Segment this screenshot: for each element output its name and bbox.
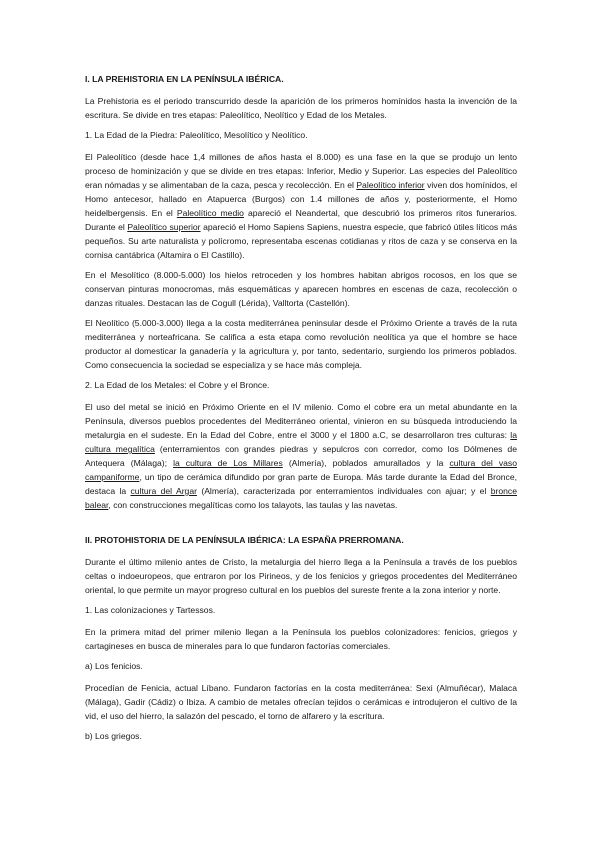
- paragraph-paleolitico: [85, 150, 517, 262]
- text-run: (enterramientos con grandes piedras y sepulcros con corredor, como los Dólmenes de Antequera (Málaga);: [85, 444, 517, 468]
- subheading-colonizaciones: 1. Las colonizaciones y Tartessos.: [85, 605, 216, 615]
- term-paleolitico-superior: Paleolítico superior: [127, 222, 201, 232]
- term-cultura-argar: cultura del Argar: [130, 486, 197, 496]
- term-cultura-millares: la cultura de Los Millares: [173, 458, 283, 468]
- text-run: (Almería), poblados amurallados y la: [282, 458, 450, 468]
- term-bronce-balear: bronce balear: [85, 486, 517, 510]
- text-run: apareció el Neandertal, que descubrió los primeros ritos funerarios. Durante el: [85, 208, 518, 232]
- paragraph-mesolitico: En el Mesolítico (8.000-5.000) los hielos retroceden y los hombres habitan abrigos rocosos, en los que se conservan pinturas monocromas, más esquemáticas y aparecen hombres en escenas de caza, recolección o danzas rituales. Destacan las de Cogull (Lérida), Valltorta (Castellón).: [85, 270, 517, 308]
- paragraph-neolitico: El Neolítico (5.000-3.000) llega a la costa mediterránea peninsular desde el Próximo Oriente a través de la ruta mediterránea y norteafricana. Se califica a esta etapa como revolución neolítica ya que el hombre se hace productor al domesticar la ganadería y la agricultura y, por tanto, sedentario, surgiendo los primeros poblados. Como consecuencia la sociedad se especializa y se hace más compleja.: [85, 318, 517, 370]
- section-title-prehistoria: I. LA PREHISTORIA EN LA PENÍNSULA IBÉRICA.: [85, 74, 284, 84]
- text-run: El Paleolítico (desde hace 1,4 millones de años hasta el 8.000) es una fase en la que se produjo un lento proceso de hominización y que se divide en tres etapas: Inferior, Medio y Superior. Las especies del Paleolítico eran nómadas y se alimentaban de la caza, pesca y recolección. En el: [85, 152, 517, 190]
- paragraph-intro-prehistoria: La Prehistoria es el periodo transcurrido desde la aparición de los primeros homínidos hasta la invención de la escritura. Se divide en tres etapas: Paleolítico, Neolítico y Edad de los Metales.: [85, 96, 517, 120]
- section-title-protohistoria: II. PROTOHISTORIA DE LA PENÍNSULA IBÉRICA: LA ESPAÑA PRERROMANA.: [85, 535, 404, 545]
- term-paleolitico-inferior: Paleolítico inferior: [356, 180, 425, 190]
- paragraph-intro-protohistoria: Durante el último milenio antes de Cristo, la metalurgia del hierro llega a la Península a través de los pueblos celtas o indoeuropeos, que entraron por los Pirineos, y de los fenicios y griegos procedentes del Mediterráneo oriental, lo que permite un mayor progreso cultural en los pueblos del sureste frente a la zona interior y norte.: [85, 557, 517, 595]
- subheading-edad-metales: 2. La Edad de los Metales: el Cobre y el Bronce.: [85, 380, 270, 390]
- subheading-griegos: b) Los griegos.: [85, 731, 142, 741]
- subheading-fenicios: a) Los fenicios.: [85, 661, 143, 671]
- text-run: viven dos homínidos, el Homo antecesor, hallado en Atapuerca (Burgos) con 1.4 millones de años y, posteriormente, el Homo heidelbergensis. En el: [85, 180, 517, 218]
- text-run: , con construcciones megalíticas como los talayots, las taulas y las navetas.: [108, 500, 398, 510]
- term-paleolitico-medio: Paleolítico medio: [176, 208, 244, 218]
- text-run: apareció el Homo Sapiens Sapiens, nuestra especie, que fabricó útiles líticos más pequeños. Su arte naturalista y polícromo, representaba escenas cotidianas y ritos de caza y se conserva en la cornisa cantábrica (Altamira o El Castillo).: [85, 222, 517, 260]
- paragraph-metales: [85, 400, 517, 512]
- term-cultura-megalitica: la cultura megalítica: [85, 430, 517, 454]
- text-run: El uso del metal se inició en Próximo Oriente en el IV milenio. Como el cobre era un metal abundante en la Península, diversos pueblos procedentes del Mediterráneo oriental, vinieron en su búsqueda introduciendo la metalurgia en el sudeste. En la Edad del Cobre, entre el 3000 y el 1800 a.C, se desarrollaron tres culturas:: [85, 402, 517, 440]
- paragraph-fenicios: Procedían de Fenicia, actual Líbano. Fundaron factorías en la costa mediterránea: Sexi (Almuñécar), Malaca (Málaga), Gadir (Cádiz) o Ibiza. A cambio de metales ofrecían tejidos o cerámicas e introdujeron el cultivo de la vid, el uso del hierro, la salazón del pescado, el torno de alfarero y la escritura.: [85, 683, 517, 721]
- paragraph-colonizaciones: En la primera mitad del primer milenio llegan a la Península los pueblos colonizadores: fenicios, griegos y cartagineses en busca de minerales para lo que fundaron factorías comerciales.: [85, 627, 517, 651]
- text-run: , un tipo de cerámica difundido por gran parte de Europa. Más tarde durante la Edad del Bronce, destaca la: [85, 472, 517, 496]
- subheading-edad-piedra: 1. La Edad de la Piedra: Paleolítico, Mesolítico y Neolítico.: [85, 130, 308, 140]
- term-vaso-campaniforme: cultura del vaso campaniforme: [85, 458, 517, 482]
- text-run: (Almería), caracterizada por enterramientos individuales con ajuar; y el: [196, 486, 491, 496]
